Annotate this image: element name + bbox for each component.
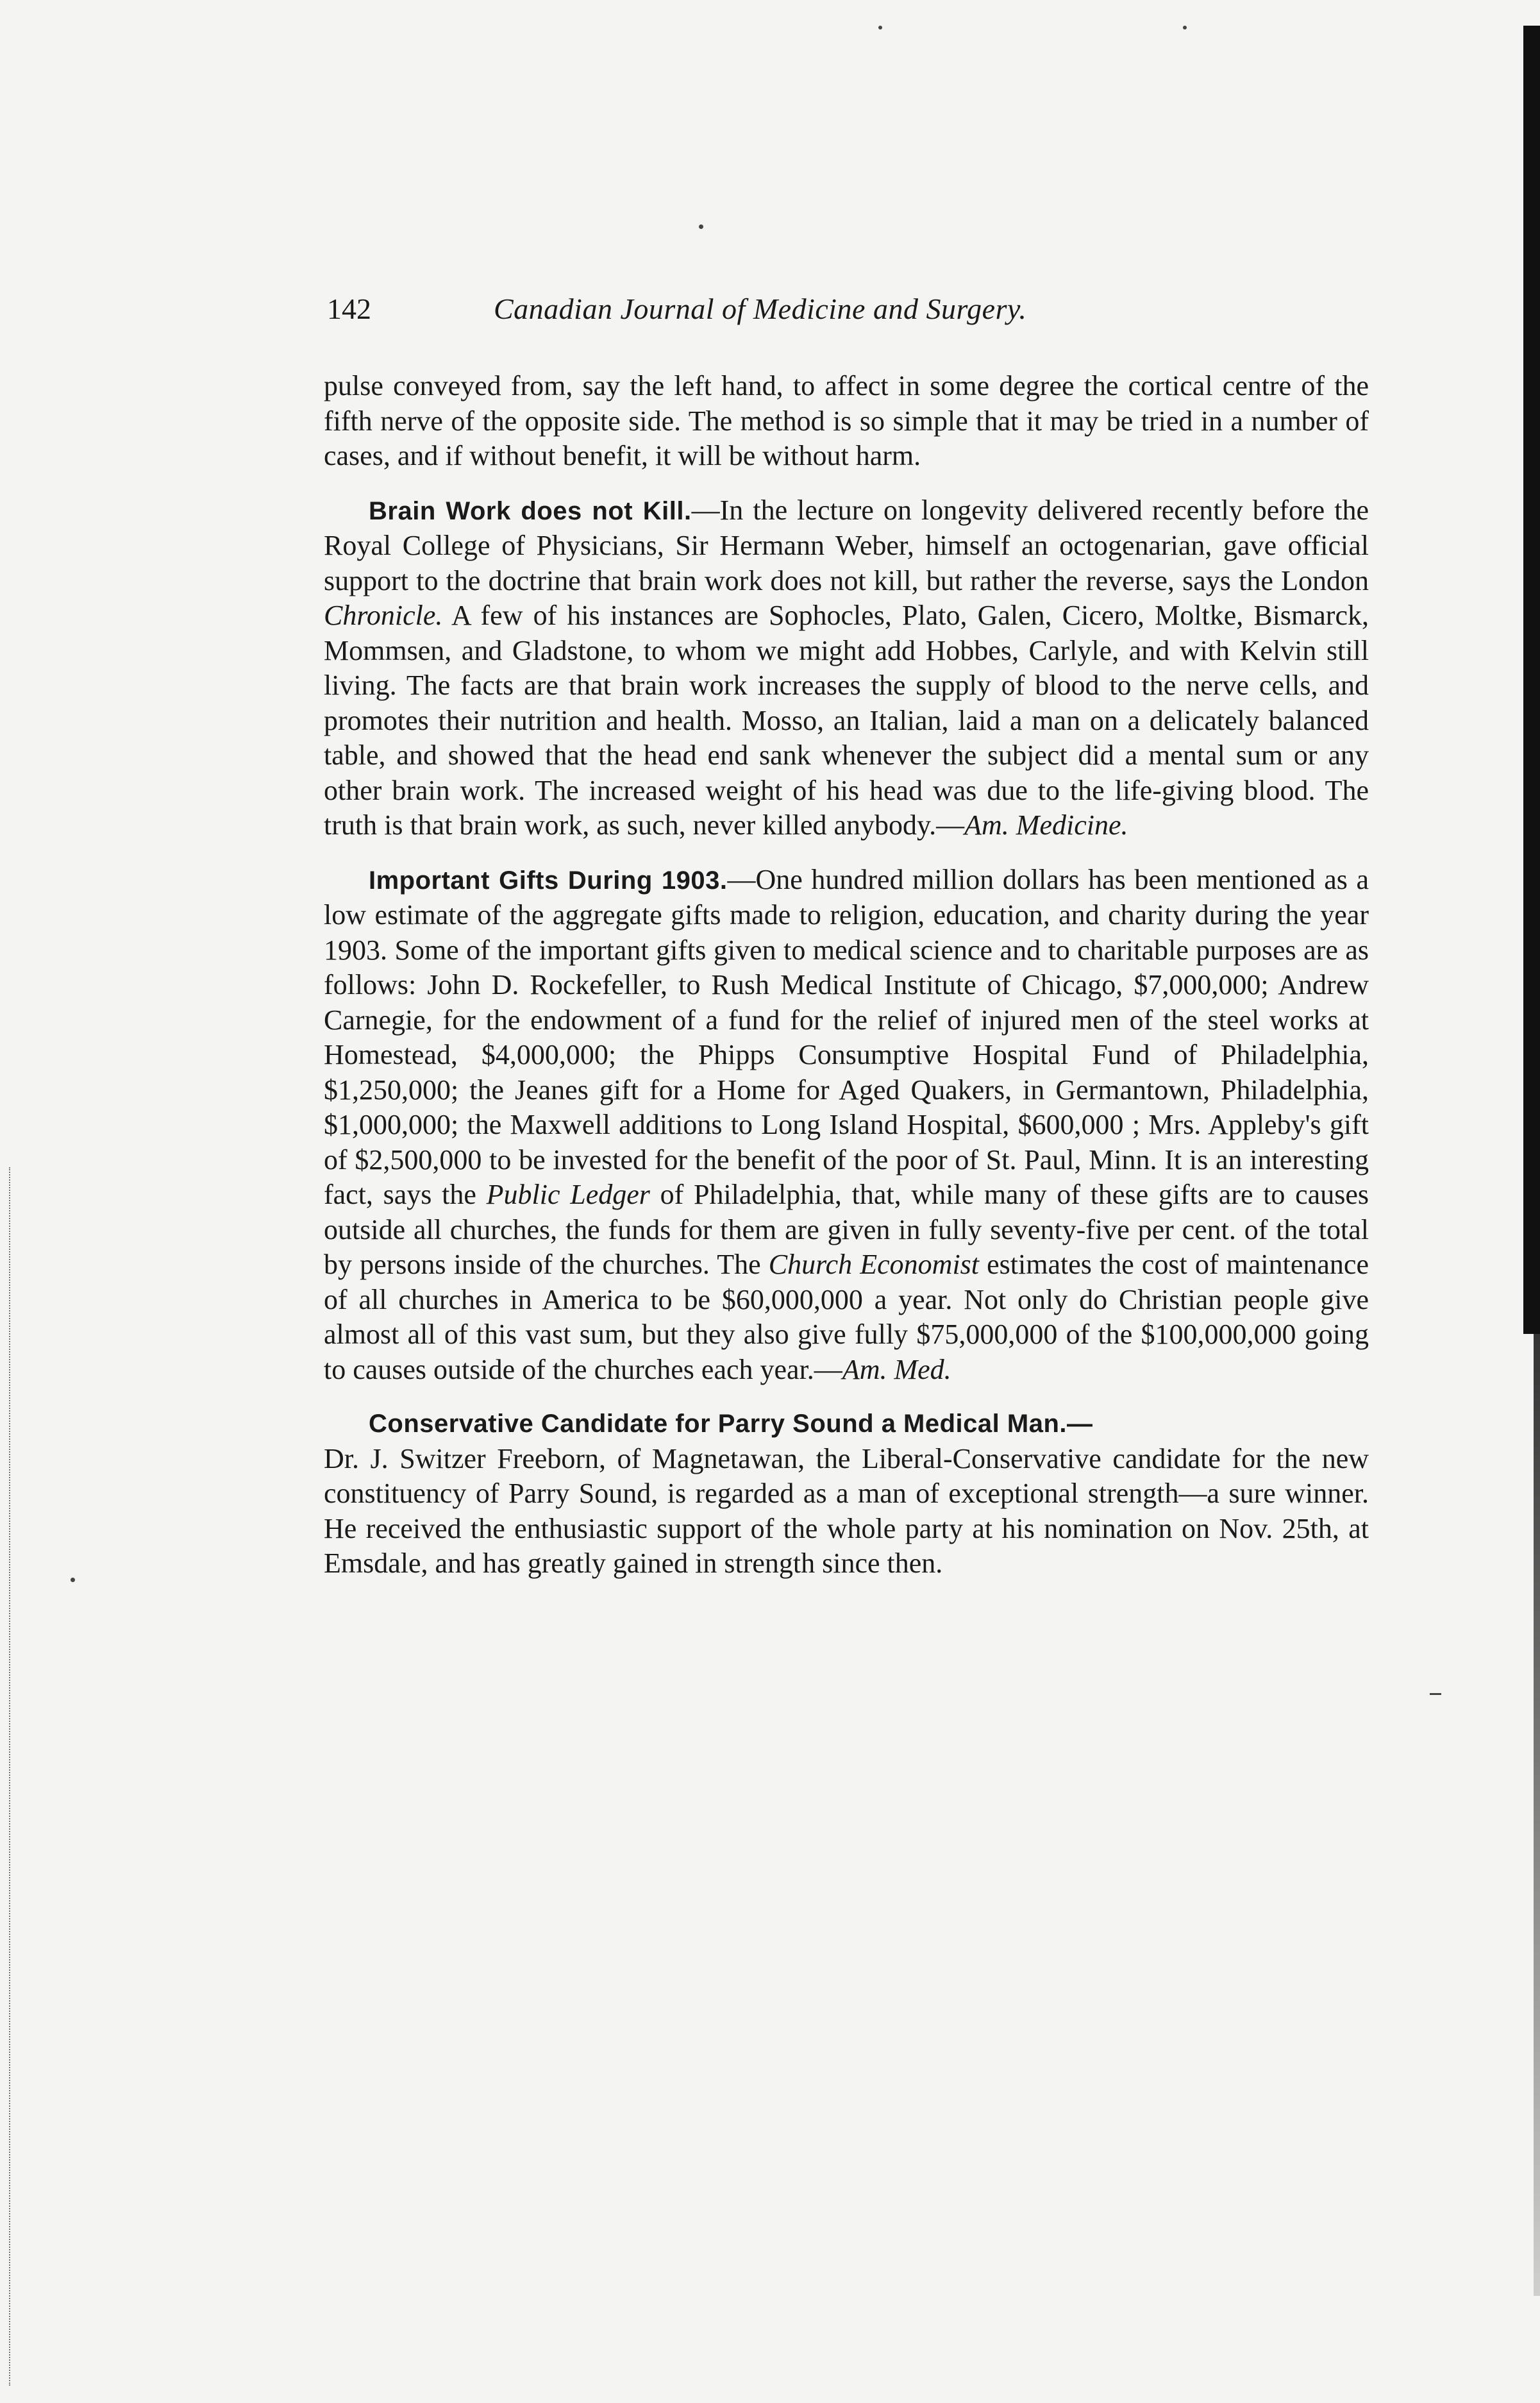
- scan-speck: [878, 26, 882, 30]
- page-content: [324, 292, 1369, 1601]
- journal-title: Canadian Journal of Medicine and Surgery.: [494, 292, 1027, 325]
- source-citation: Am. Medicine.: [964, 809, 1128, 841]
- page-edge-fade: [1534, 1334, 1540, 2296]
- paragraph-text: of Philadelphia, that, while many of these gifts are to causes outside all churches, the funds for them are given in fully seventy-five per cent. of the total by persons inside of the churches. The: [324, 1179, 1369, 1280]
- section-heading-brain-work: Brain Work does not Kill.: [369, 496, 692, 525]
- source-citation: Am. Med.: [842, 1353, 951, 1385]
- scan-margin-marks: [9, 1167, 15, 2386]
- scan-speck: [699, 224, 703, 229]
- paragraph-pulse: [324, 369, 1369, 474]
- scan-speck: [1183, 26, 1187, 30]
- paragraph-text: Dr. J. Switzer Freeborn, of Magnetawan, the Liberal-Conservative candidate for the new constituency of Parry Sound, is regarded as a man of exceptional strength—a sure winner. He received the enthusiastic support of the whole party at his nomination on Nov. 25th, at Emsdale, and has greatly gained in strength since then.: [324, 1442, 1369, 1579]
- section-heading-important-gifts: Important Gifts During 1903.: [369, 866, 728, 895]
- paragraph-text: estimates the cost of maintenance of all churches in America to be $60,000,000 a year. Not only do Christian people give almost all of this vast sum, but they also give fully $75,000,000 of the $100,000,000 going to causes outside of the churches each year.—: [324, 1249, 1369, 1385]
- publication-name-church-economist: Church Economist: [768, 1249, 980, 1280]
- paragraph-important-gifts: [324, 863, 1369, 1388]
- paragraph-conservative-candidate: [324, 1442, 1369, 1581]
- paragraph-text: pulse conveyed from, say the left hand, to affect in some degree the cortical centre of the fifth nerve of the opposite side. The method is so simple that it may be tried in a number of cases, and if without benefit, it will be without harm.: [324, 370, 1369, 471]
- paragraph-text: —One hundred million dollars has been mentioned as a low estimate of the aggregate gifts made to religion, education, and charity during the year 1903. Some of the important gifts given to medical science and to charitable purposes are as follows: John D. Rockefeller, to Rush Medical Institute of Chicago, $7,000,000; Andrew Carnegie, for the endowment of a fund for the relief of injured men of the steel works at Homestead, $4,000,000; the Phipps Consumptive Hospital Fund of Philadelphia, $1,250,000; the Jeanes gift for a Home for Aged Quakers, in Germantown, Philadelphia, $1,000,000; the Maxwell additions to Long Island Hospital, $600,000 ; Mrs. Appleby's gift of $2,500,000 to be invested for the benefit of the poor of St. Paul, Minn. It is an interesting fact, says the: [324, 863, 1369, 1210]
- paragraph-brain-work: [324, 493, 1369, 843]
- paragraph-text: A few of his instances are Sophocles, Plato, Galen, Cicero, Moltke, Bismarck, Mommsen, and Gladstone, to whom we might add Hobbes, Carlyle, and with Kelvin still living. The facts are that brain work increases the supply of blood to the nerve cells, and promotes their nutrition and health. Mosso, an Italian, laid a man on a delicately balanced table, and showed that the head end sank whenever the subject did a mental sum or any other brain work. The increased weight of his head was due to the life-giving blood. The truth is that brain work, as such, never killed anybody.—: [324, 600, 1369, 841]
- article-body: [324, 369, 1369, 1581]
- section-heading-conservative-candidate: Conservative Candidate for Parry Sound a Medical Man.—: [369, 1410, 1093, 1438]
- publication-name-public-ledger: Public Ledger: [486, 1179, 650, 1210]
- page-edge-shadow: [1523, 26, 1540, 1334]
- scan-speck: [71, 1578, 75, 1582]
- running-head: [324, 292, 1369, 332]
- paragraph-text: —In the lecture on longevity delivered recently before the Royal College of Physicians, Sir Hermann Weber, himself an octogenarian, gave official support to the doctrine that brain work does not kill, but rather the reverse, says the London: [324, 494, 1369, 596]
- publication-name-chronicle: Chronicle.: [324, 600, 443, 631]
- page-number: 142: [327, 292, 371, 325]
- scan-speck: [1430, 1693, 1441, 1695]
